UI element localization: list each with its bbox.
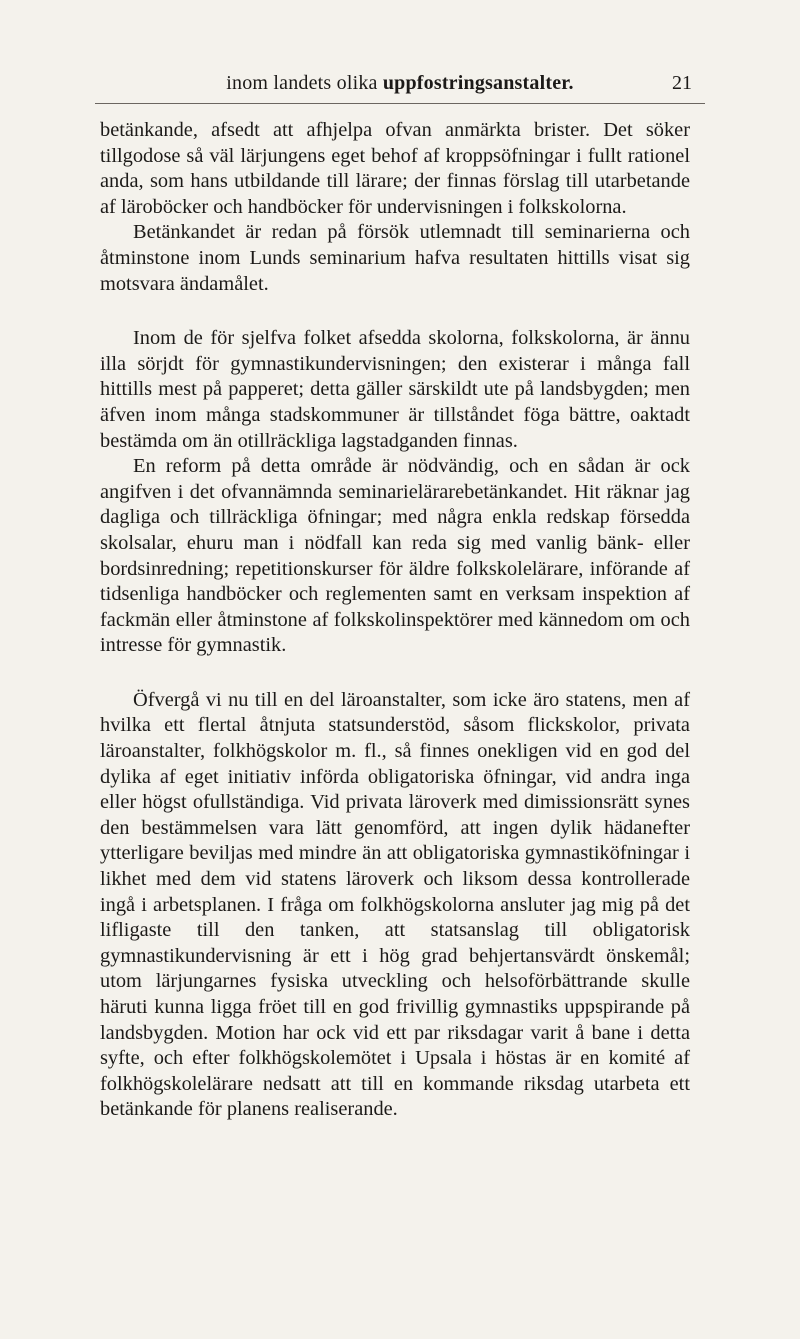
paragraph-4: En reform på detta område är nödvändig, och en sådan är ock angifven i det ofvannämnda seminarielärarebetänkandet. Hit räknar jag dagliga och tillräckliga öfningar; med några enkla redskap försedda skolsalar, ehuru man i nödfall kan reda sig med vanlig bänk- eller bordsinredning; repetitionskurser för äldre folkskolelärare, införande af tidsenliga handböcker och reglementen samt en verksam inspektion af fackmän eller åtminstone af folkskolinspektörer med kännedom om och intresse för gymnastik. [100, 455, 690, 657]
paragraph-2: Betänkandet är redan på försök utlemnadt till seminarierna och åtminstone inom Lunds seminarium hafva resultaten hittills visat sig motsvara ändamålet. [100, 221, 690, 295]
body-text [100, 118, 690, 1123]
running-title-bold-word: uppfostringsanstalter. [382, 72, 574, 94]
running-title-text: inom landets olika [226, 72, 378, 94]
page-number: 21 [672, 72, 692, 94]
running-title [108, 72, 692, 95]
paragraph-3: Inom de för sjelfva folket afsedda skolorna, folkskolorna, är ännu illa sörjdt för gymnastikundervisningen; den existerar i många fall hittills mest på papperet; detta gäller särskildt ute på landsbygden; men äfven inom många stadskommuner är tillståndet föga bättre, oaktadt bestämda om än otillräckliga lagstadganden finnas. [100, 327, 690, 452]
paragraph-1: betänkande, afsedt att afhjelpa ofvan anmärkta brister. Det söker tillgodose så väl lärjungens eget behof af kroppsöfningar i fullt rationel anda, som hans utbildande till lärare; der finnas förslag till utarbetande af läroböcker och handböcker för undervisningen i folkskolorna. [100, 119, 690, 218]
page-header [108, 72, 692, 100]
header-rule [95, 103, 705, 104]
paragraph-5: Öfvergå vi nu till en del läroanstalter, som icke äro statens, men af hvilka ett flertal åtnjuta statsunderstöd, såsom flickskolor, privata läroanstalter, folkhögskolor m. fl., så finnes onekligen vid en god del dylika af eget initiativ införda obligatoriska öfningar, vid andra inga eller högst ofullständiga. Vid privata läroverk med dimissionsrätt synes den bestämmelsen vara lätt genomförd, att ingen dylik hädanefter ytterligare beviljas med mindre än att obligatoriska gymnastiköfningar i likhet med dem vid statens läroverk och liksom dessa kontrollerade ingå i arbetsplanen. I fråga om folkhögskolorna ansluter jag mig på det lifligaste till den tanken, att statsanslag till obligatorisk gymnastikundervisning är ett i hög grad behjertansvärdt önskemål; utom lärjungarnes fysiska utveckling och helsoförbättrande skulle häruti kunna ligga fröet till en god frivillig gymnastiks uppspirande på landsbygden. Motion har ock vid ett par riksdagar varit å bane i detta syfte, och efter folkhögskolemötet i Upsala i höstas är en komité af folkhögskolelärare nedsatt att till en kommande riksdag utarbeta ett betänkande för planens realiserande. [100, 688, 690, 1121]
